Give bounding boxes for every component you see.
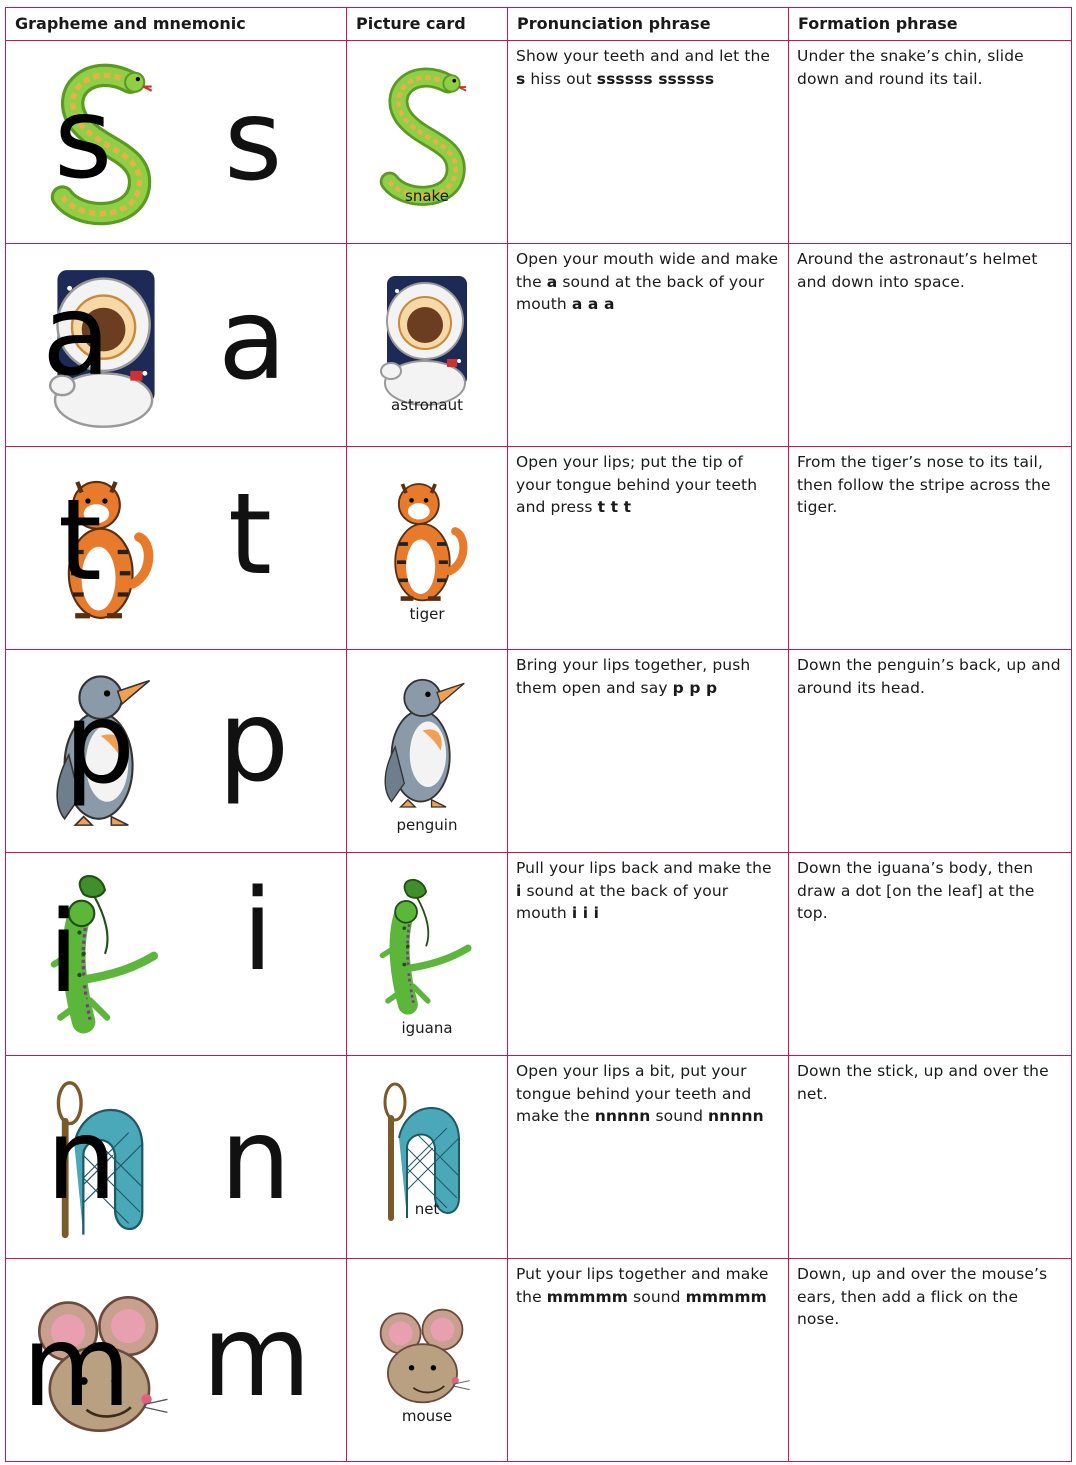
iguana-icon [377, 875, 477, 1025]
header-pronunciation: Pronunciation phrase [508, 8, 789, 41]
formation-cell [789, 1056, 1072, 1259]
mnemonic-letter: n [46, 1095, 117, 1225]
mnemonic-letter: p [64, 679, 136, 809]
sound-text: s [516, 69, 526, 88]
picture-label: astronaut [391, 396, 463, 414]
grapheme-letter: t [228, 470, 272, 600]
sound-text: mmmmm [546, 1287, 629, 1306]
picture-label: iguana [401, 1019, 453, 1037]
grapheme-cell [6, 650, 347, 853]
grapheme-letter: i [242, 866, 274, 996]
grapheme-letter: s [224, 76, 283, 206]
sound-text: p p p [672, 678, 718, 697]
table-row [6, 1259, 1072, 1462]
grapheme-cell [6, 1056, 347, 1259]
formation-text: Under the snake’s chin, slide down and round its tail. [797, 47, 1024, 88]
grapheme-letter: m [202, 1292, 312, 1422]
mnemonic-letter: s [54, 74, 113, 204]
pronunciation-cell [508, 650, 789, 853]
pronunciation-text: Open your mouth wide and make the [516, 250, 779, 291]
grapheme-letter: p [218, 677, 290, 807]
picture-label: snake [405, 187, 449, 205]
picture-label: mouse [401, 1407, 453, 1425]
mnemonic-letter: t [58, 476, 102, 606]
formation-text: Down, up and over the mouse’s ears, then add a flick on the nose. [797, 1265, 1048, 1328]
pronunciation-cell [508, 1259, 789, 1462]
picture-label: net [414, 1200, 440, 1218]
picture-cell [347, 1056, 508, 1259]
pronunciation-text: Bring your lips together, push them open and say [516, 656, 751, 697]
pronunciation-cell [508, 244, 789, 447]
tiger-icon [26, 467, 186, 637]
picture-cell [347, 650, 508, 853]
sound-text: nnnnn [594, 1107, 651, 1125]
grapheme-cell [6, 447, 347, 650]
grapheme-cell [6, 244, 347, 447]
formation-cell [789, 41, 1072, 244]
pronunciation-text: Put your lips together and make the [516, 1265, 769, 1306]
table-row [6, 447, 1072, 650]
penguin-icon [377, 672, 477, 822]
pronunciation-cell [508, 41, 789, 244]
phonics-table [5, 7, 1072, 1462]
pronunciation-text: Pull your lips back and make the [516, 859, 772, 877]
formation-cell [789, 447, 1072, 650]
formation-text: From the tiger’s nose to its tail, then follow the stripe across the tiger. [797, 453, 1051, 516]
mnemonic-letter: a [42, 271, 111, 401]
table-row [6, 650, 1072, 853]
formation-text: Down the penguin’s back, up and around its head. [797, 656, 1061, 697]
pronunciation-text: Open your lips a bit, put your tongue behind your teeth and make the [516, 1062, 752, 1125]
pronunciation-cell [508, 853, 789, 1056]
pronunciation-text: sound at the back of your mouth [516, 881, 729, 922]
pronunciation-text: Open your lips; put the tip of your tongue behind your teeth and press [516, 453, 758, 516]
table-row [6, 1056, 1072, 1259]
grapheme-letter: a [218, 275, 287, 405]
pronunciation-text: sound [650, 1107, 709, 1125]
sound-text: mmmmm [685, 1287, 767, 1306]
formation-cell [789, 244, 1072, 447]
astronaut-icon [377, 266, 477, 416]
picture-label: penguin [396, 816, 458, 834]
pronunciation-cell [508, 1056, 789, 1259]
picture-cell [347, 1259, 508, 1462]
picture-cell [347, 447, 508, 650]
formation-text: Around the astronaut’s helmet and down into space. [797, 250, 1038, 291]
sound-text: t t t [597, 498, 632, 516]
sound-text: a [546, 272, 558, 291]
sound-text: a a a [571, 295, 615, 313]
pronunciation-text: sound at the back of your mouth [516, 272, 765, 313]
mnemonic-letter: m [22, 1302, 132, 1432]
picture-cell [347, 41, 508, 244]
picture-label: tiger [409, 605, 445, 623]
pronunciation-text: sound [628, 1287, 686, 1306]
pronunciation-cell [508, 447, 789, 650]
picture-cell [347, 853, 508, 1056]
grapheme-letter: n [220, 1095, 291, 1225]
mnemonic-letter: i [48, 888, 80, 1018]
formation-cell [789, 1259, 1072, 1462]
grapheme-cell [6, 41, 347, 244]
table-row [6, 41, 1072, 244]
sound-text: i i i [571, 904, 600, 922]
formation-cell [789, 853, 1072, 1056]
grapheme-cell [6, 853, 347, 1056]
header-formation: Formation phrase [789, 8, 1072, 41]
grapheme-cell [6, 1259, 347, 1462]
header-picture: Picture card [347, 8, 508, 41]
sound-text: i [516, 881, 522, 900]
sound-text: nnnnn [708, 1107, 764, 1125]
pronunciation-text: hiss out [525, 69, 597, 88]
table-row [6, 244, 1072, 447]
pronunciation-text: Show your teeth and and let the [516, 47, 771, 65]
table-row [6, 853, 1072, 1056]
sound-text: ssssss ssssss [596, 69, 715, 88]
formation-text: Down the stick, up and over the net. [797, 1062, 1049, 1103]
formation-cell [789, 650, 1072, 853]
picture-cell [347, 244, 508, 447]
header-grapheme: Grapheme and mnemonic [6, 8, 347, 41]
formation-text: Down the iguana’s body, then draw a dot [on the leaf] at the top. [797, 859, 1035, 922]
tiger-icon [377, 469, 477, 619]
